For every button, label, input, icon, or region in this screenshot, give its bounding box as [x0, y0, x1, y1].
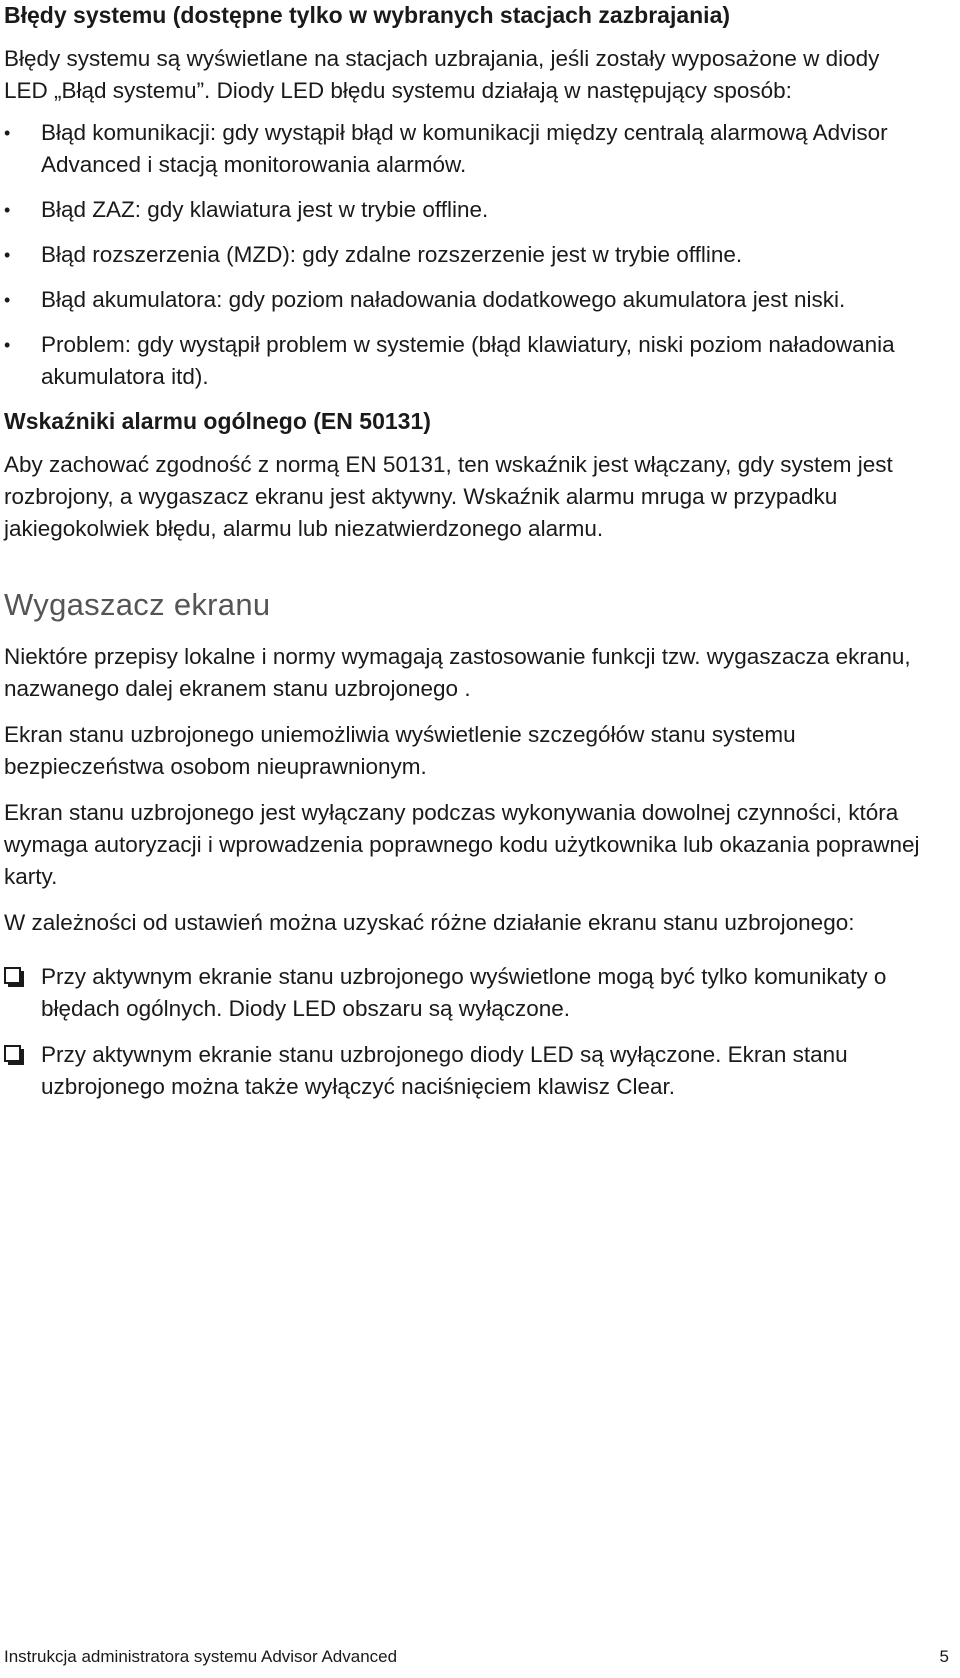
list-item-text: Błąd komunikacji: gdy wystąpił błąd w komunikacji między centralą alarmową Advisor Advanced i stacją monitorowania alarmów.: [41, 120, 888, 177]
general-alarm-text: Aby zachować zgodność z normą EN 50131, ten wskaźnik jest włączany, gdy system jest rozbrojony, a wygaszacz ekranu jest aktywny. Wskaźnik alarmu mruga w przypadku jakiegokolwiek błędu, alarmu lub niezatwierdzonego alarmu.: [4, 452, 893, 541]
list-item-text: Błąd rozszerzenia (MZD): gdy zdalne rozszerzenie jest w trybie offline.: [41, 242, 743, 267]
page-content: [4, 0, 924, 1117]
list-item: [4, 117, 924, 181]
general-alarm-heading: Wskaźniki alarmu ogólnego (EN 50131): [4, 408, 431, 434]
bullet-icon: •: [4, 123, 11, 143]
list-item: [4, 329, 924, 393]
list-item-text: Przy aktywnym ekranie stanu uzbrojonego diody LED są wyłączone. Ekran stanu uzbrojonego można także wyłączyć naciśnięciem klawisz Clear.: [41, 1042, 848, 1099]
list-item: [4, 239, 924, 271]
bullet-icon: •: [4, 290, 11, 310]
checkbox-bullet-icon: [4, 967, 21, 984]
page-footer: [4, 1646, 949, 1668]
screensaver-options-list: [4, 961, 924, 1103]
screensaver-paragraph: W zależności od ustawień można uzyskać różne działanie ekranu stanu uzbrojonego:: [4, 910, 855, 935]
screensaver-paragraph: Ekran stanu uzbrojonego jest wyłączany podczas wykonywania dowolnej czynności, która wymaga autoryzacji i wprowadzenia poprawnego kodu użytkownika lub okazania poprawnej karty.: [4, 800, 920, 889]
list-item-text: Problem: gdy wystąpił problem w systemie (błąd klawiatury, niski poziom naładowania akumulatora itd).: [41, 332, 895, 389]
checkbox-bullet-icon: [4, 1045, 21, 1062]
list-item: [4, 961, 924, 1025]
system-errors-list: [4, 117, 924, 393]
list-item-text: Błąd ZAZ: gdy klawiatura jest w trybie offline.: [41, 197, 489, 222]
screensaver-heading: Wygaszacz ekranu: [4, 587, 271, 622]
bullet-icon: •: [4, 200, 11, 220]
system-errors-intro: Błędy systemu są wyświetlane na stacjach uzbrajania, jeśli zostały wyposażone w diody LED „Błąd systemu”. Diody LED błędu systemu działają w następujący sposób:: [4, 46, 880, 103]
list-item: [4, 284, 924, 316]
screensaver-paragraph: Ekran stanu uzbrojonego uniemożliwia wyświetlenie szczegółów stanu systemu bezpieczeństwa osobom nieuprawnionym.: [4, 722, 796, 779]
page-number: 5: [939, 1647, 949, 1666]
screensaver-paragraph: Niektóre przepisy lokalne i normy wymagają zastosowanie funkcji tzw. wygaszacza ekranu, nazwanego dalej ekranem stanu uzbrojonego .: [4, 644, 911, 701]
list-item-text: Przy aktywnym ekranie stanu uzbrojonego wyświetlone mogą być tylko komunikaty o błędach ogólnych. Diody LED obszaru są wyłączone.: [41, 964, 887, 1021]
system-errors-heading: Błędy systemu (dostępne tylko w wybranych stacjach zazbrajania): [4, 2, 731, 28]
bullet-icon: •: [4, 335, 11, 355]
list-item: [4, 194, 924, 226]
footer-title: Instrukcja administratora systemu Advisor Advanced: [4, 1647, 398, 1666]
list-item: [4, 1039, 924, 1103]
bullet-icon: •: [4, 245, 11, 265]
list-item-text: Błąd akumulatora: gdy poziom naładowania dodatkowego akumulatora jest niski.: [41, 287, 846, 312]
